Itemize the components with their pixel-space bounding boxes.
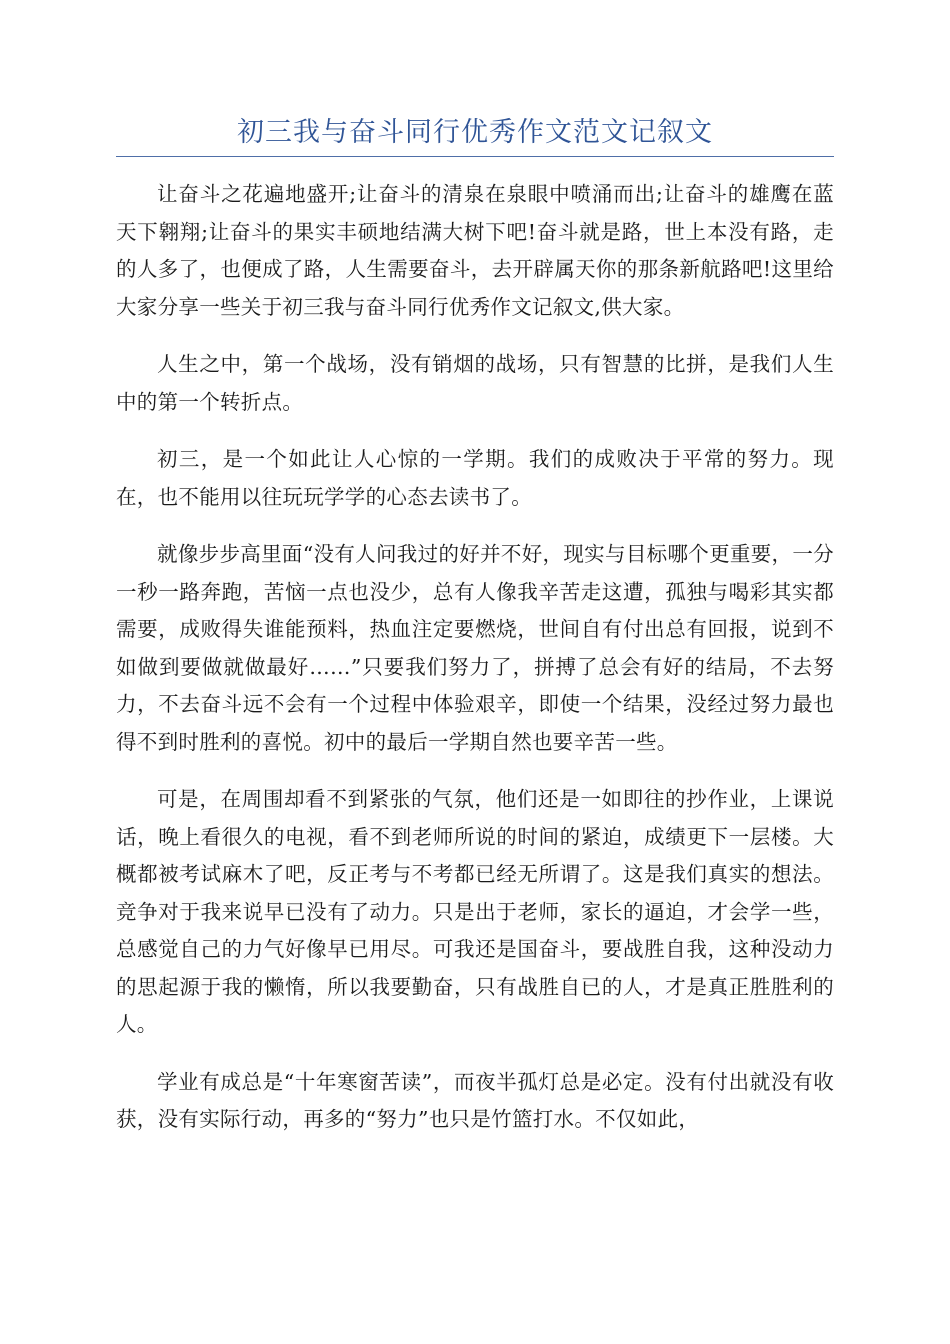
paragraph: 初三，是一个如此让人心惊的一学期。我们的成败决于平常的努力。现在，也不能用以往玩玩学学的心态去读书了。 (116, 447, 834, 509)
paragraph: 人生之中，第一个战场，没有销烟的战场，只有智慧的比拼，是我们人生中的第一个转折点。 (116, 352, 834, 414)
paragraph: 可是，在周围却看不到紧张的气氛，他们还是一如即往的抄作业，上课说话，晚上看很久的电视，看不到老师所说的时间的紧迫，成绩更下一层楼。大概都被考试麻木了吧，反正考与不考都已经无所谓了。这是我们真实的想法。竞争对于我来说早已没有了动力。只是出于老师，家长的逼迫，才会学一些，总感觉自己的力气好像早已用尽。可我还是国奋斗，要战胜自我，这种没动力的思起源于我的懒惰，所以我要勤奋，只有战胜自已的人，才是真正胜胜利的人。 (116, 787, 834, 1036)
title-block (116, 110, 834, 157)
paragraph: 学业有成总是“十年寒窗苦读”，而夜半孤灯总是必定。没有付出就没有收获，没有实际行动，再多的“努力”也只是竹篮打水。不仅如此， (116, 1069, 834, 1131)
document-body (116, 176, 834, 1159)
document-title: 初三我与奋斗同行优秀作文范文记叙文 (237, 117, 713, 148)
paragraph: 就像步步高里面“没有人问我过的好并不好，现实与目标哪个更重要，一分一秒一路奔跑，苦恼一点也没少，总有人像我辛苦走这遭，孤独与喝彩其实都需要，成败得失谁能预料，热血注定要燃烧，世间自有付出总有回报，说到不如做到要做就做最好……”只要我们努力了，拼搏了总会有好的结局，不去努力，不去奋斗远不会有一个过程中体验艰辛，即使一个结果，没经过努力最也得不到时胜利的喜悦。初中的最后一学期自然也要辛苦一些。 (116, 542, 834, 754)
paragraph: 让奋斗之花遍地盛开;让奋斗的清泉在泉眼中喷涌而出;让奋斗的雄鹰在蓝天下翱翔;让奋斗的果实丰硕地结满大树下吧!奋斗就是路，世上本没有路，走的人多了，也便成了路，人生需要奋斗，去开辟属天你的那条新航路吧!这里给大家分享一些关于初三我与奋斗同行优秀作文记叙文,供大家。 (116, 182, 834, 319)
